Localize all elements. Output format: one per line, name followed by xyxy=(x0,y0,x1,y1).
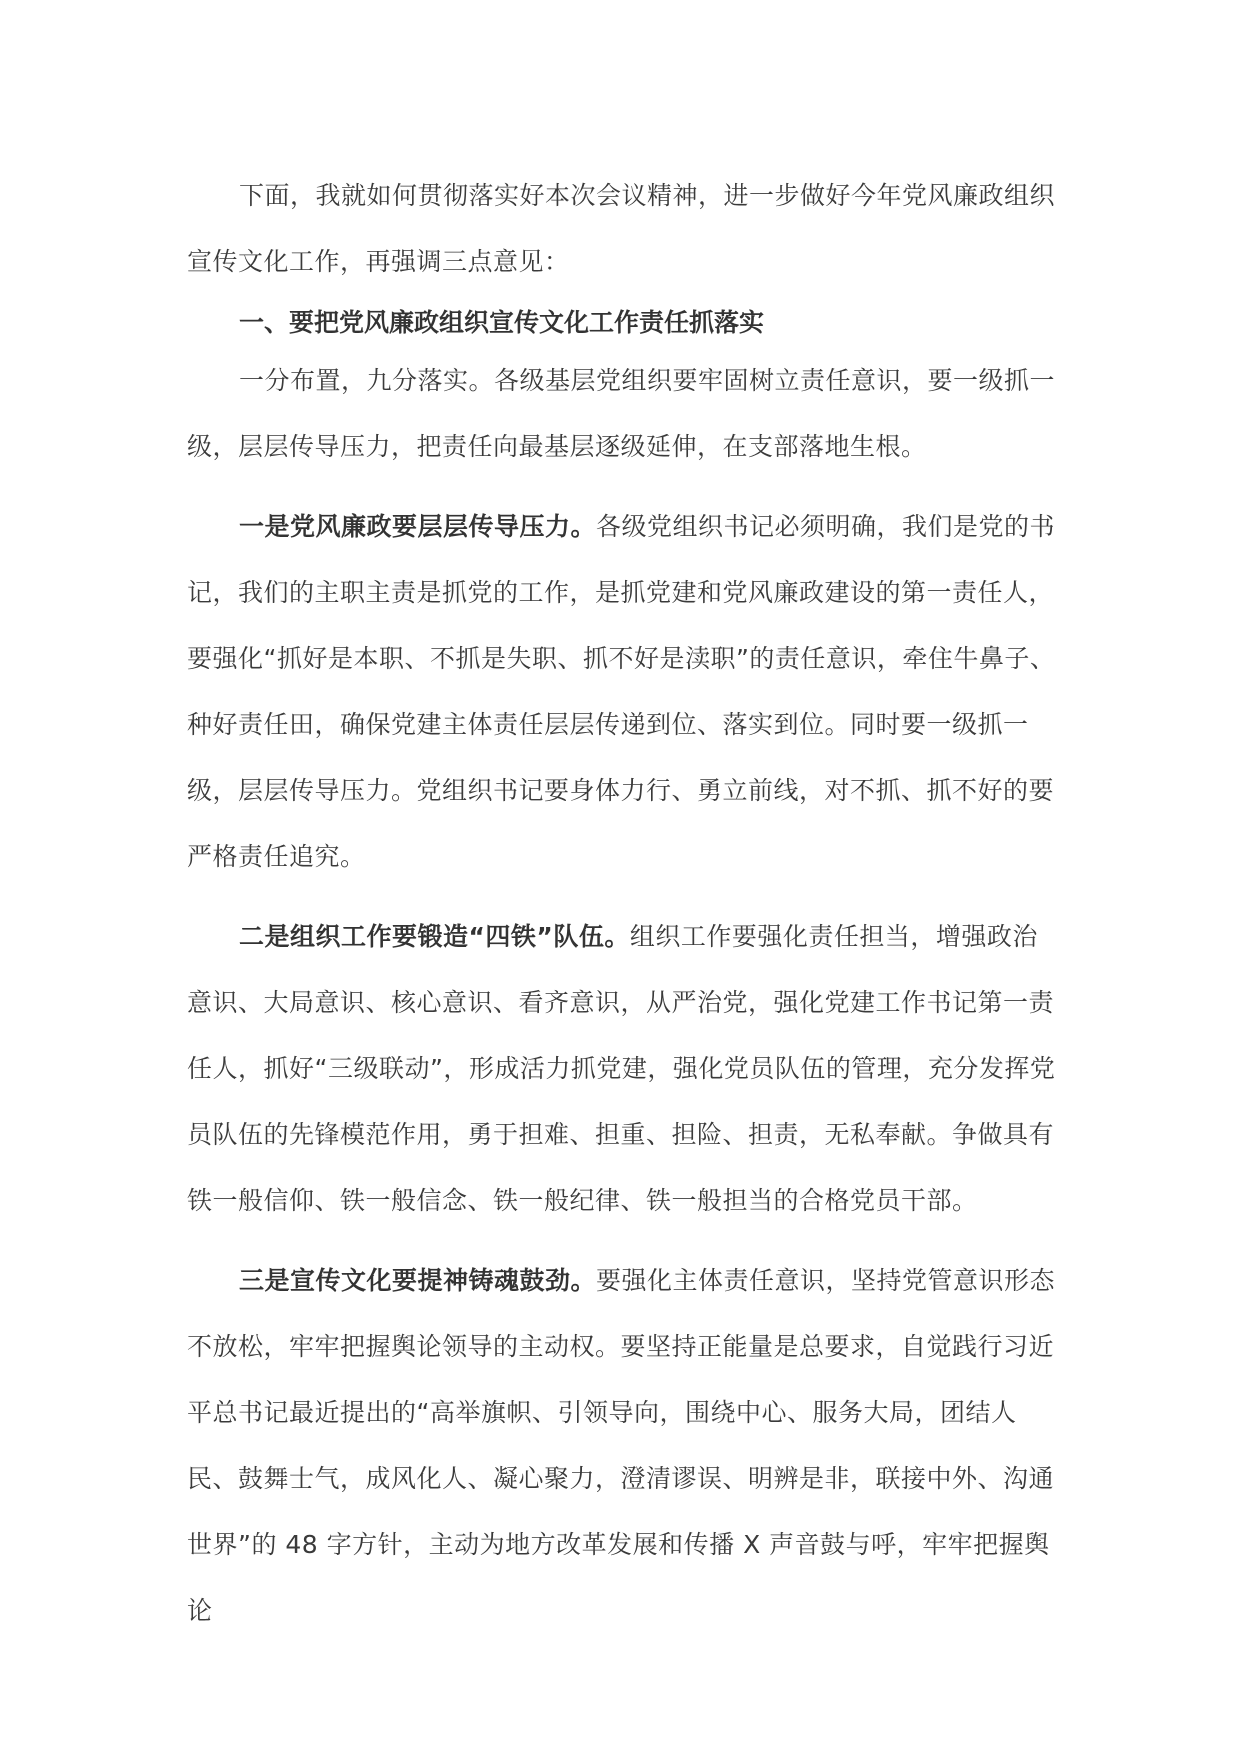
point-3-paragraph xyxy=(187,1248,1057,1644)
point-1-lead: 一是党风廉政要层层传导压力。 xyxy=(239,512,597,541)
section-heading: 一、要把党风廉政组织宣传文化工作责任抓落实 xyxy=(239,308,765,337)
document-body xyxy=(187,163,1057,1644)
spacer xyxy=(187,480,1057,494)
point-3-body: 要强化主体责任意识，坚持党管意识形态不放松，牢牢把握舆论领导的主动权。要坚持正能量是总要求，自觉践行习近平总书记最近提出的“高举旗帜、引领导向，围绕中心、服务大局，团结人民、鼓舞士气，成风化人、凝心聚力，澄清谬误、明辨是非，联接中外、沟通世界”的 48 字方针，主动为地方改革发展和传播 X 声音鼓与呼，牢牢把握舆论 xyxy=(187,1266,1056,1625)
point-1-paragraph xyxy=(187,494,1057,890)
point-2-lead: 二是组织工作要锻造“四铁”队伍。 xyxy=(239,922,630,951)
spacer xyxy=(187,890,1057,904)
point-3-lead: 三是宣传文化要提神铸魂鼓劲。 xyxy=(239,1266,597,1295)
section-intro-paragraph: 一分布置，九分落实。各级基层党组织要牢固树立责任意识，要一级抓一级，层层传导压力，把责任向最基层逐级延伸，在支部落地生根。 xyxy=(187,366,1056,461)
point-2-body: 组织工作要强化责任担当，增强政治意识、大局意识、核心意识、看齐意识，从严治党，强化党建工作书记第一责任人，抓好“三级联动”，形成活力抓党建，强化党员队伍的管理，充分发挥党员队伍的先锋模范作用，勇于担难、担重、担险、担责，无私奉献。争做具有铁一般信仰、铁一般信念、铁一般纪律、铁一般担当的合格党员干部。 xyxy=(187,922,1056,1215)
spacer xyxy=(187,1234,1057,1248)
intro-paragraph: 下面，我就如何贯彻落实好本次会议精神，进一步做好今年党风廉政组织宣传文化工作，再强调三点意见： xyxy=(187,181,1056,276)
point-1-body: 各级党组织书记必须明确，我们是党的书记，我们的主职主责是抓党的工作，是抓党建和党风廉政建设的第一责任人，要强化“抓好是本职、不抓是失职、抓不好是渎职”的责任意识，牵住牛鼻子、种好责任田，确保党建主体责任层层传递到位、落实到位。同时要一级抓一级，层层传导压力。党组织书记要身体力行、勇立前线，对不抓、抓不好的要严格责任追究。 xyxy=(187,512,1056,871)
point-2-paragraph xyxy=(187,904,1057,1234)
